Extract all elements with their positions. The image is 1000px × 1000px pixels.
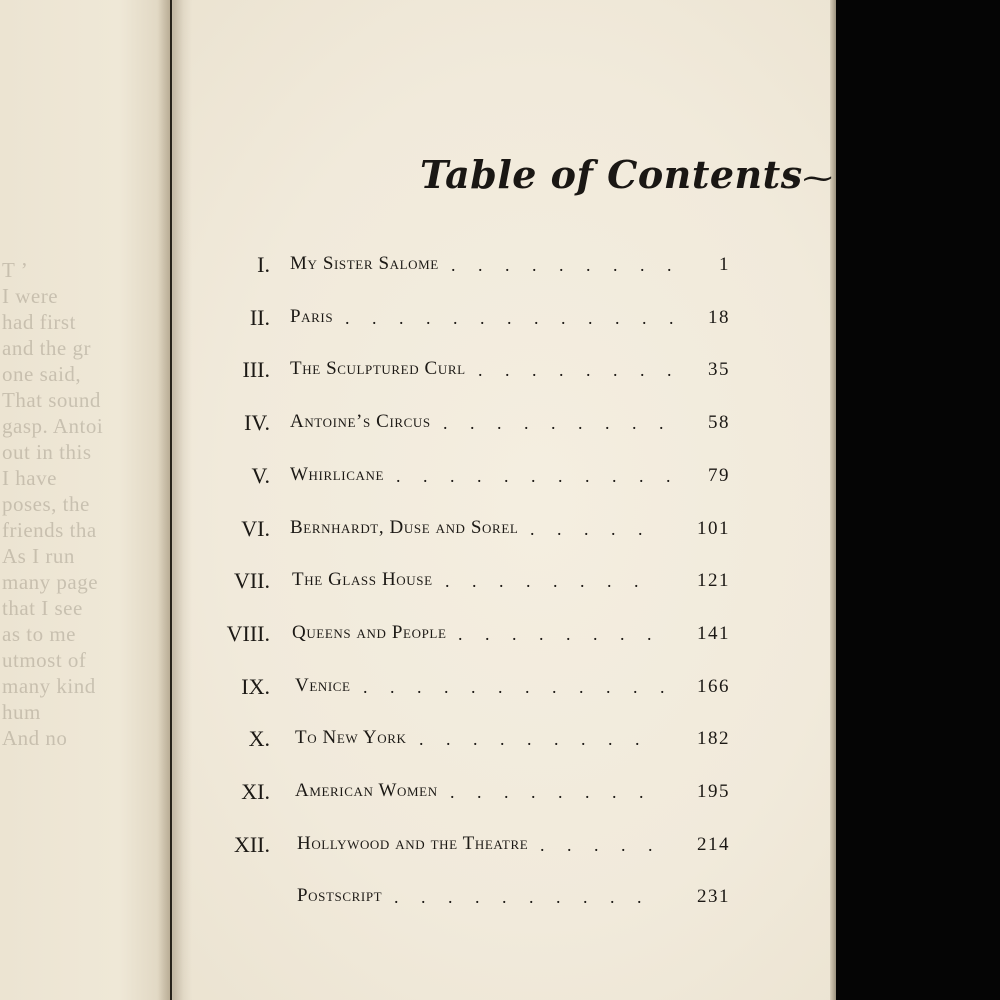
toc-entry	[200, 305, 740, 335]
show-through-text: gasp. Antoi	[2, 414, 104, 438]
chapter-title: Hollywood and the Theatre	[297, 832, 529, 854]
toc-entry	[200, 410, 740, 440]
dot-leader: . . . . . . . . . . . .	[363, 676, 674, 697]
page-number: 1	[719, 254, 730, 275]
toc-entry	[200, 726, 740, 756]
chapter-title: Bernhardt, Duse and Sorel	[290, 516, 519, 538]
chapter-title: Antoine’s Circus	[290, 411, 431, 433]
chapter-title: Postscript	[297, 885, 383, 907]
dot-leader: . . . . . . . .	[458, 623, 661, 644]
chapter-number: VIII.	[226, 620, 270, 646]
show-through-text: I were	[2, 284, 59, 308]
toc-entry	[200, 884, 740, 914]
page-number: 18	[708, 306, 730, 328]
left-page	[0, 0, 170, 1000]
chapter-number: X.	[248, 726, 270, 752]
page-number: 58	[708, 412, 730, 434]
dot-leader: . . . . . . . . .	[419, 729, 649, 750]
show-through-text: and the gr	[2, 336, 91, 360]
show-through-text: utmost of	[2, 648, 87, 672]
toc-entry	[200, 568, 740, 598]
show-through-text: many kind	[2, 674, 96, 698]
page-number: 35	[708, 359, 730, 381]
page-number: 182	[697, 728, 730, 750]
chapter-title: To New York	[295, 727, 407, 749]
dot-leader: . . . . . . . . . . . . .	[345, 307, 683, 328]
page-edge	[830, 0, 836, 1000]
toc-entry	[200, 357, 740, 387]
page-number: 121	[697, 570, 730, 592]
chapter-title: The Glass House	[292, 569, 433, 591]
dot-leader: . . . . . . . .	[478, 360, 681, 381]
dot-leader: . . . . .	[540, 834, 662, 855]
chapter-number: III.	[242, 357, 270, 383]
dot-leader: . . . . . . . . . .	[394, 887, 651, 908]
chapter-number: XII.	[233, 831, 270, 857]
toc-heading-text: Table of Contents	[420, 152, 803, 197]
page-number: 101	[697, 517, 730, 539]
show-through-text: friends tha	[2, 518, 97, 542]
page-number: 214	[697, 833, 730, 855]
toc-heading	[420, 152, 834, 197]
chapter-title: My Sister Salome	[290, 253, 439, 274]
chapter-title: The Sculptured Curl	[290, 358, 466, 380]
show-through-text: out in this	[2, 440, 92, 464]
chapter-number: IV.	[244, 410, 270, 436]
page-number: 195	[697, 781, 730, 802]
show-through-text: that I see	[2, 596, 83, 620]
dot-leader: . . . . .	[530, 518, 652, 539]
toc-entry	[200, 516, 740, 546]
toc-entry	[200, 621, 740, 651]
page-number: 141	[697, 622, 730, 644]
show-through-text: as to me	[2, 622, 76, 646]
chapter-number: XI.	[241, 779, 270, 804]
page-number: 231	[697, 886, 730, 908]
flourish-ornament: ⁓	[802, 161, 834, 196]
show-through-text: one said,	[2, 362, 82, 386]
chapter-number: I.	[257, 252, 270, 277]
show-through-text: poses, the	[2, 492, 90, 516]
toc-entry	[200, 463, 740, 493]
toc-entry	[200, 674, 740, 704]
dot-leader: . . . . . . . . . . .	[396, 465, 680, 486]
page-number: 166	[697, 675, 730, 697]
toc-entry	[200, 252, 740, 282]
chapter-title: Venice	[295, 674, 351, 696]
chapter-number: II.	[249, 304, 270, 330]
book-gutter	[158, 0, 192, 1000]
show-through-text: had first	[2, 310, 76, 334]
page-number: 79	[708, 464, 730, 486]
show-through-text: many page	[2, 570, 99, 594]
chapter-title: Paris	[290, 305, 334, 327]
chapter-title: American Women	[295, 780, 438, 801]
toc-entry	[200, 832, 740, 862]
dot-leader: . . . . . . . . .	[451, 255, 681, 275]
chapter-number: VI.	[241, 515, 270, 541]
dot-leader: . . . . . . . . .	[443, 413, 673, 434]
chapter-title: Queens and People	[292, 621, 447, 643]
toc-entry	[200, 779, 740, 809]
chapter-number: VII.	[233, 568, 270, 594]
show-through-text: That sound	[2, 388, 101, 412]
chapter-number: V.	[251, 462, 270, 488]
show-through-text: T ’	[2, 258, 29, 282]
dot-leader: . . . . . . . .	[450, 782, 653, 802]
show-through-text: And no	[2, 726, 68, 750]
chapter-title: Whirlicane	[290, 463, 384, 485]
dot-leader: . . . . . . . .	[445, 571, 648, 592]
show-through-text: I have	[2, 466, 57, 490]
show-through-text: As I run	[2, 544, 75, 568]
chapter-number: IX.	[241, 673, 270, 699]
show-through-text: hum	[2, 700, 41, 724]
